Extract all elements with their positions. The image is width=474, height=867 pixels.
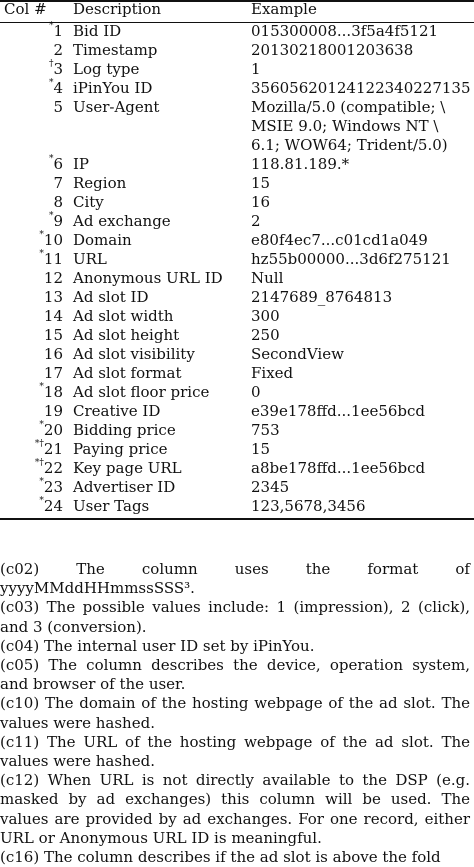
col-description: Creative ID (73, 402, 161, 420)
col-description: Ad slot ID (73, 288, 149, 306)
example-line: 35605620124122340227135 (251, 79, 471, 97)
col-example (251, 402, 471, 421)
column-note: (c12) When URL is not directly available to the DSP (e.g. masked by ad exchanges) this column will be used. The values are provided by ad exchanges. For one record, either URL or Anonymous URL ID is meaningful. (0, 771, 470, 847)
col-number-value: 15 (43, 326, 63, 344)
col-description: Ad slot format (73, 364, 182, 382)
col-marker: † (48, 59, 54, 69)
table-row (0, 440, 474, 459)
col-number-value: 20 (43, 421, 63, 439)
col-example (251, 174, 471, 193)
example-line: 16 (251, 193, 271, 211)
col-marker: * (39, 249, 44, 259)
col-number-value: 1 (53, 22, 63, 40)
table-row (0, 250, 474, 269)
example-line: 2147689_8764813 (251, 288, 393, 306)
col-number (0, 174, 63, 193)
table-row (0, 79, 474, 98)
col-description: IP (73, 155, 90, 173)
col-description: Bid ID (73, 22, 122, 40)
col-marker: * (39, 496, 44, 506)
col-number-value: 13 (43, 288, 63, 306)
col-description: Region (73, 174, 127, 192)
col-number (0, 478, 63, 497)
table-row (0, 155, 474, 174)
table-row (0, 60, 474, 79)
col-description: Timestamp (73, 41, 158, 59)
table-row (0, 402, 474, 421)
col-number (0, 250, 63, 269)
col-example (251, 421, 471, 440)
example-line: 123,5678,3456 (251, 497, 366, 515)
col-number (0, 41, 63, 60)
example-line: 015300008...3f5a4f5121 (251, 22, 439, 40)
col-example (251, 193, 471, 212)
col-number-value: 11 (43, 250, 63, 268)
col-number (0, 345, 63, 364)
col-description: Anonymous URL ID (73, 269, 223, 287)
col-example (251, 326, 471, 345)
col-number-value: 14 (43, 307, 63, 325)
table-body (0, 22, 474, 516)
col-description: Key page URL (73, 459, 182, 477)
col-number (0, 421, 63, 440)
col-number-value: 23 (43, 478, 63, 496)
col-example (251, 478, 471, 497)
col-number-value: 7 (53, 174, 63, 192)
col-example (251, 269, 471, 288)
col-number-value: 8 (53, 193, 63, 211)
col-example (251, 364, 471, 383)
col-example (251, 497, 471, 516)
col-description: Bidding price (73, 421, 176, 439)
col-number-value: 16 (43, 345, 63, 363)
col-description: Ad slot width (73, 307, 174, 325)
col-example (251, 288, 471, 307)
col-description: Log type (73, 60, 140, 78)
col-description: Ad slot visibility (73, 345, 195, 363)
col-example (251, 212, 471, 231)
col-example (251, 307, 471, 326)
col-number-value: 10 (43, 231, 63, 249)
col-number-value: 9 (53, 212, 63, 230)
example-line: 15 (251, 440, 271, 458)
col-example (251, 79, 471, 98)
table-row (0, 193, 474, 212)
example-line: Null (251, 269, 284, 287)
col-marker: * (48, 211, 54, 221)
col-number-value: 22 (43, 459, 63, 477)
example-line: 20130218001203638 (251, 41, 414, 59)
col-marker: *† (34, 439, 44, 449)
table-bottom-rule (0, 518, 474, 520)
example-line: hz55b00000...3d6f275121 (251, 250, 451, 268)
table-row (0, 345, 474, 364)
table-row (0, 41, 474, 60)
col-number-value: 2 (53, 41, 63, 59)
table-row (0, 269, 474, 288)
example-line: 0 (251, 383, 261, 401)
col-number-value: 5 (53, 98, 63, 116)
col-description: Ad slot height (73, 326, 180, 344)
table-row (0, 497, 474, 516)
col-marker: * (39, 230, 44, 240)
col-marker: * (39, 477, 44, 487)
col-description: Ad exchange (73, 212, 171, 230)
col-description: City (73, 193, 104, 211)
col-number (0, 364, 63, 383)
col-example (251, 98, 471, 155)
col-example (251, 41, 471, 60)
col-marker: * (39, 382, 44, 392)
table-row (0, 98, 474, 155)
table-row (0, 478, 474, 497)
col-number-value: 6 (53, 155, 63, 173)
col-number (0, 307, 63, 326)
col-example (251, 155, 471, 174)
table-row (0, 459, 474, 478)
col-number (0, 155, 63, 174)
col-description: Advertiser ID (73, 478, 176, 496)
col-number (0, 193, 63, 212)
col-description: URL (73, 250, 107, 268)
col-number-value: 17 (43, 364, 63, 382)
col-number (0, 459, 63, 478)
table-row (0, 307, 474, 326)
col-number (0, 326, 63, 345)
col-number (0, 79, 63, 98)
example-line: 2345 (251, 478, 290, 496)
header-col-number: Col # (4, 0, 47, 18)
col-marker: * (39, 420, 44, 430)
column-note: (c16) The column describes if the ad slot is above the fold (0, 848, 441, 867)
col-number (0, 269, 63, 288)
column-note: (c04) The internal user ID set by iPinYou. (0, 636, 315, 655)
column-notes (0, 560, 470, 867)
column-note: (c05) The column describes the device, operation system, and browser of the user. (0, 656, 470, 694)
example-line: Fixed (251, 364, 294, 382)
col-marker: * (48, 78, 54, 88)
example-line: SecondView (251, 345, 344, 363)
table-row (0, 231, 474, 250)
col-marker: * (48, 154, 54, 164)
col-example (251, 250, 471, 269)
col-description: User-Agent (73, 98, 160, 116)
example-line: 1 (251, 60, 261, 78)
col-number (0, 60, 63, 79)
column-note: (c02) The column uses the format of yyyyMMddHHmmssSSS³. (0, 560, 470, 598)
col-number (0, 288, 63, 307)
column-note: (c10) The domain of the hosting webpage of the ad slot. The values were hashed. (0, 694, 470, 732)
col-example (251, 383, 471, 402)
example-line: 15 (251, 174, 271, 192)
col-number-value: 12 (43, 269, 63, 287)
example-line: Mozilla/5.0 (compatible; \ (251, 98, 446, 116)
col-number (0, 212, 63, 231)
column-note: (c11) The URL of the hosting webpage of the ad slot. The values were hashed. (0, 732, 470, 771)
col-number-value: 18 (43, 383, 63, 401)
col-number (0, 22, 63, 41)
table-row (0, 288, 474, 307)
col-number-value: 19 (43, 402, 63, 420)
table-row (0, 364, 474, 383)
col-description: iPinYou ID (73, 79, 153, 97)
table-row (0, 212, 474, 231)
col-number (0, 402, 63, 421)
example-line: 753 (251, 421, 280, 439)
col-example (251, 22, 471, 41)
col-example (251, 345, 471, 364)
col-example (251, 440, 471, 459)
col-example (251, 60, 471, 79)
example-line: 118.81.189.* (251, 155, 350, 173)
example-line: e80f4ec7...c01cd1a049 (251, 231, 428, 249)
table-top-rule (0, 0, 474, 2)
table-row (0, 421, 474, 440)
col-number-value: 24 (43, 497, 63, 515)
example-line: 250 (251, 326, 280, 344)
col-number (0, 231, 63, 250)
col-marker: * (48, 21, 54, 31)
example-line: 6.1; WOW64; Trident/5.0) (251, 136, 448, 154)
col-example (251, 459, 471, 478)
col-description: Paying price (73, 440, 168, 458)
col-description: Ad slot floor price (73, 383, 210, 401)
column-note: (c03) The possible values include: 1 (impression), 2 (click), and 3 (conversion). (0, 598, 470, 636)
col-number-value: 3 (53, 60, 63, 78)
example-line: MSIE 9.0; Windows NT \ (251, 117, 439, 135)
header-example: Example (251, 0, 317, 18)
col-number-value: 21 (43, 440, 63, 458)
table-row (0, 174, 474, 193)
col-description: Domain (73, 231, 132, 249)
table-row (0, 383, 474, 402)
col-number-value: 4 (53, 79, 63, 97)
col-number (0, 440, 63, 459)
table-row (0, 326, 474, 345)
col-example (251, 231, 471, 250)
header-description: Description (73, 0, 162, 18)
table-row (0, 22, 474, 41)
col-number (0, 497, 63, 516)
example-line: a8be178ffd...1ee56bcd (251, 459, 426, 477)
col-number (0, 383, 63, 402)
col-marker: *† (34, 458, 44, 468)
example-line: 2 (251, 212, 261, 230)
col-description: User Tags (73, 497, 150, 515)
example-line: e39e178ffd...1ee56bcd (251, 402, 426, 420)
col-number (0, 98, 63, 117)
example-line: 300 (251, 307, 280, 325)
